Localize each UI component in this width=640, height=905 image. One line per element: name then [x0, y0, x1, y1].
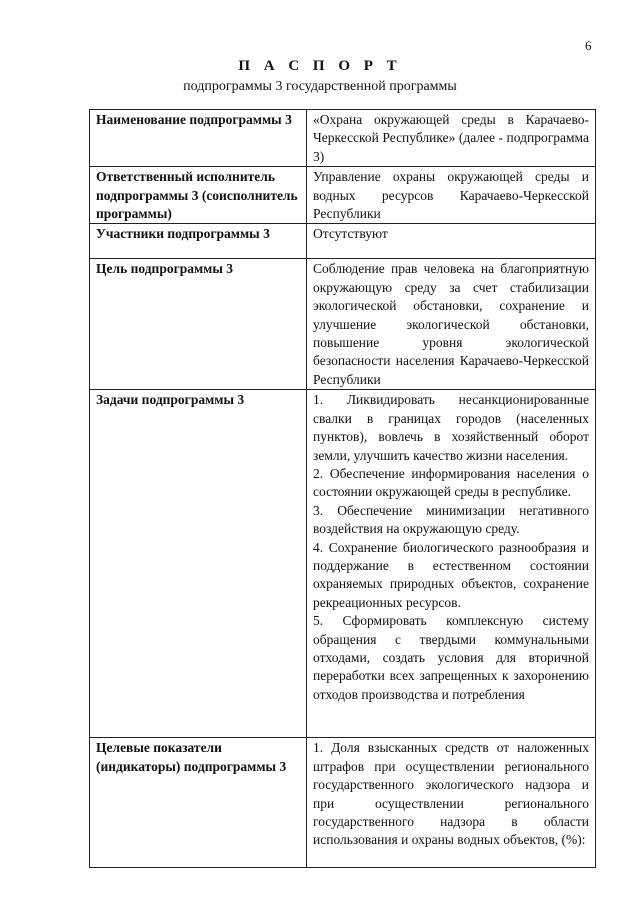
- row-label: Целевые показатели (индикаторы) подпрограммы 3: [90, 738, 307, 868]
- task-item: 4. Сохранение биологического разнообразия и поддержание в естественном состоянии охраняемых природных объектов, сохранение рекреационных ресурсов.: [313, 539, 589, 610]
- table-row: [90, 738, 596, 868]
- tasks-cell: [307, 390, 596, 738]
- page-number: 6: [585, 38, 592, 53]
- task-item: 3. Обеспечение минимизации негативного воздействия на окружающую среду.: [313, 502, 589, 537]
- row-value: «Охрана окружающей среды в Карачаево-Черкесской Республике» (далее - подпрограмма 3): [307, 110, 596, 167]
- row-label: Цель подпрограммы 3: [90, 259, 307, 390]
- row-label: Задачи подпрограммы 3: [90, 390, 307, 738]
- passport-table: [89, 109, 596, 868]
- task-item: 2. Обеспечение информирования населения о состоянии окружающей среды в республике.: [313, 465, 589, 500]
- document-subtitle: подпрограммы 3 государственной программы: [183, 79, 457, 94]
- table-row: [90, 224, 596, 259]
- table-row: [90, 259, 596, 390]
- task-item: 5. Сформировать комплексную систему обращения с твердыми коммунальными отходами, создать условия для вторичной переработки всех запрещенных к захоронению отходов производства и потребления: [313, 613, 589, 702]
- row-value: Соблюдение прав человека на благоприятную окружающую среду за счет стабилизации экологической обстановки, сохранение и улучшение экологической обстановки, повышение уровня экологической безопасности населения Карачаево-Черкесской Республики: [307, 259, 596, 390]
- row-value: Управление охраны окружающей среды и водных ресурсов Карачаево-Черкесской Республики: [307, 167, 596, 224]
- table-row: [90, 167, 596, 224]
- row-label: Наименование подпрограммы 3: [90, 110, 307, 167]
- row-value: 1. Доля взысканных средств от наложенных штрафов при осуществлении регионального государственного экологического надзора и при осуществлении регионального государственного надзора в области использования и охраны водных объектов, (%):: [307, 738, 596, 868]
- document-title: П А С П О Р Т: [238, 58, 402, 74]
- row-label: Ответственный исполнитель подпрограммы 3 (соисполнитель программы): [90, 167, 307, 224]
- row-label: Участники подпрограммы 3: [90, 224, 307, 259]
- task-item: 1. Ликвидировать несанкционированные свалки в границах городов (населенных пунктов), вовлечь в хозяйственный оборот земли, улучшить качество жизни населения.: [313, 392, 589, 463]
- row-value: Отсутствуют: [307, 224, 596, 259]
- table-row: [90, 390, 596, 738]
- table-row: [90, 110, 596, 167]
